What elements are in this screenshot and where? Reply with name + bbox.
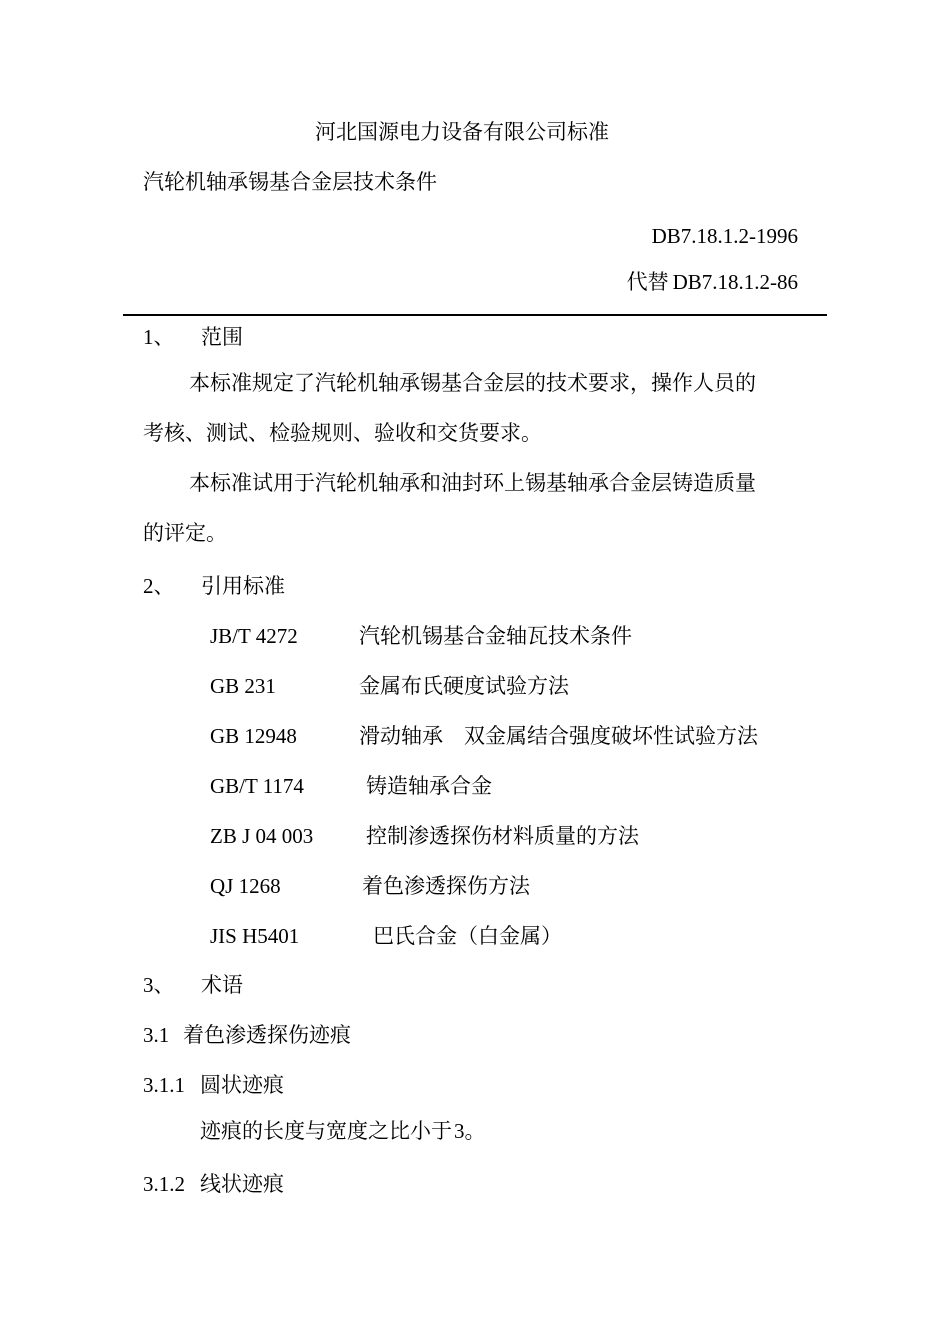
section1-para1-line1: 本标准规定了汽轮机轴承锡基合金层的技术要求，操作人员的 — [189, 371, 756, 395]
section1-para2-line1: 本标准试用于汽轮机轴承和油封环上锡基轴承合金层铸造质量 — [189, 471, 756, 495]
section312-number: 3.1.2 — [143, 1172, 185, 1196]
company-standard-title: 河北国源电力设备有限公司标准 — [315, 120, 609, 144]
ref-title-gb12948: 滑动轴承 双金属结合强度破坏性试验方法 — [359, 724, 758, 748]
replaces-label: 代替 — [626, 270, 669, 294]
ref-code-qj1268: QJ 1268 — [210, 874, 281, 898]
section3-number: 3、 — [143, 973, 175, 997]
ref-code-gbt1174: GB/T 1174 — [210, 774, 304, 798]
section311-text-end: 。 — [464, 1119, 486, 1143]
ref-code-jbt4272: JB/T 4272 — [210, 624, 298, 648]
section311-ratio-value: 3 — [454, 1119, 465, 1143]
section1-number: 1、 — [143, 325, 175, 349]
section311-number: 3.1.1 — [143, 1073, 185, 1097]
ref-code-gb231: GB 231 — [210, 674, 276, 698]
ref-title-qj1268: 着色渗透探伤方法 — [362, 874, 530, 898]
ref-code-gb12948: GB 12948 — [210, 724, 297, 748]
replaces-number: DB7.18.1.2-86 — [672, 270, 798, 294]
ref-title-gb231: 金属布氏硬度试验方法 — [359, 674, 569, 698]
section1-para2-line2: 的评定。 — [143, 521, 227, 545]
ref-title-gbt1174: 铸造轴承合金 — [366, 774, 492, 798]
section31-number: 3.1 — [143, 1023, 170, 1047]
section1-title: 范围 — [201, 325, 243, 349]
section311-text-main: 迹痕的长度与宽度之比小于 — [200, 1119, 452, 1143]
ref-code-zbj04003: ZB J 04 003 — [210, 824, 314, 848]
section2-title: 引用标准 — [201, 574, 285, 598]
document-title: 汽轮机轴承锡基合金层技术条件 — [143, 170, 437, 194]
ref-code-jish5401: JIS H5401 — [210, 924, 300, 948]
section3-title: 术语 — [201, 973, 243, 997]
section31-title: 着色渗透探伤迹痕 — [183, 1023, 351, 1047]
ref-title-jish5401: 巴氏合金（白金属） — [373, 924, 562, 948]
section311-title: 圆状迹痕 — [200, 1073, 284, 1097]
ref-title-jbt4272: 汽轮机锡基合金轴瓦技术条件 — [359, 624, 632, 648]
section312-title: 线状迹痕 — [200, 1172, 284, 1196]
header-divider — [123, 314, 827, 316]
replaces-line — [627, 268, 798, 296]
ref-title-zbj04003: 控制渗透探伤材料质量的方法 — [366, 824, 639, 848]
document-number: DB7.18.1.2-1996 — [651, 224, 798, 248]
section1-para1-line2: 考核、测试、检验规则、验收和交货要求。 — [143, 421, 542, 445]
section2-number: 2、 — [143, 574, 175, 598]
section311-text — [200, 1117, 486, 1145]
